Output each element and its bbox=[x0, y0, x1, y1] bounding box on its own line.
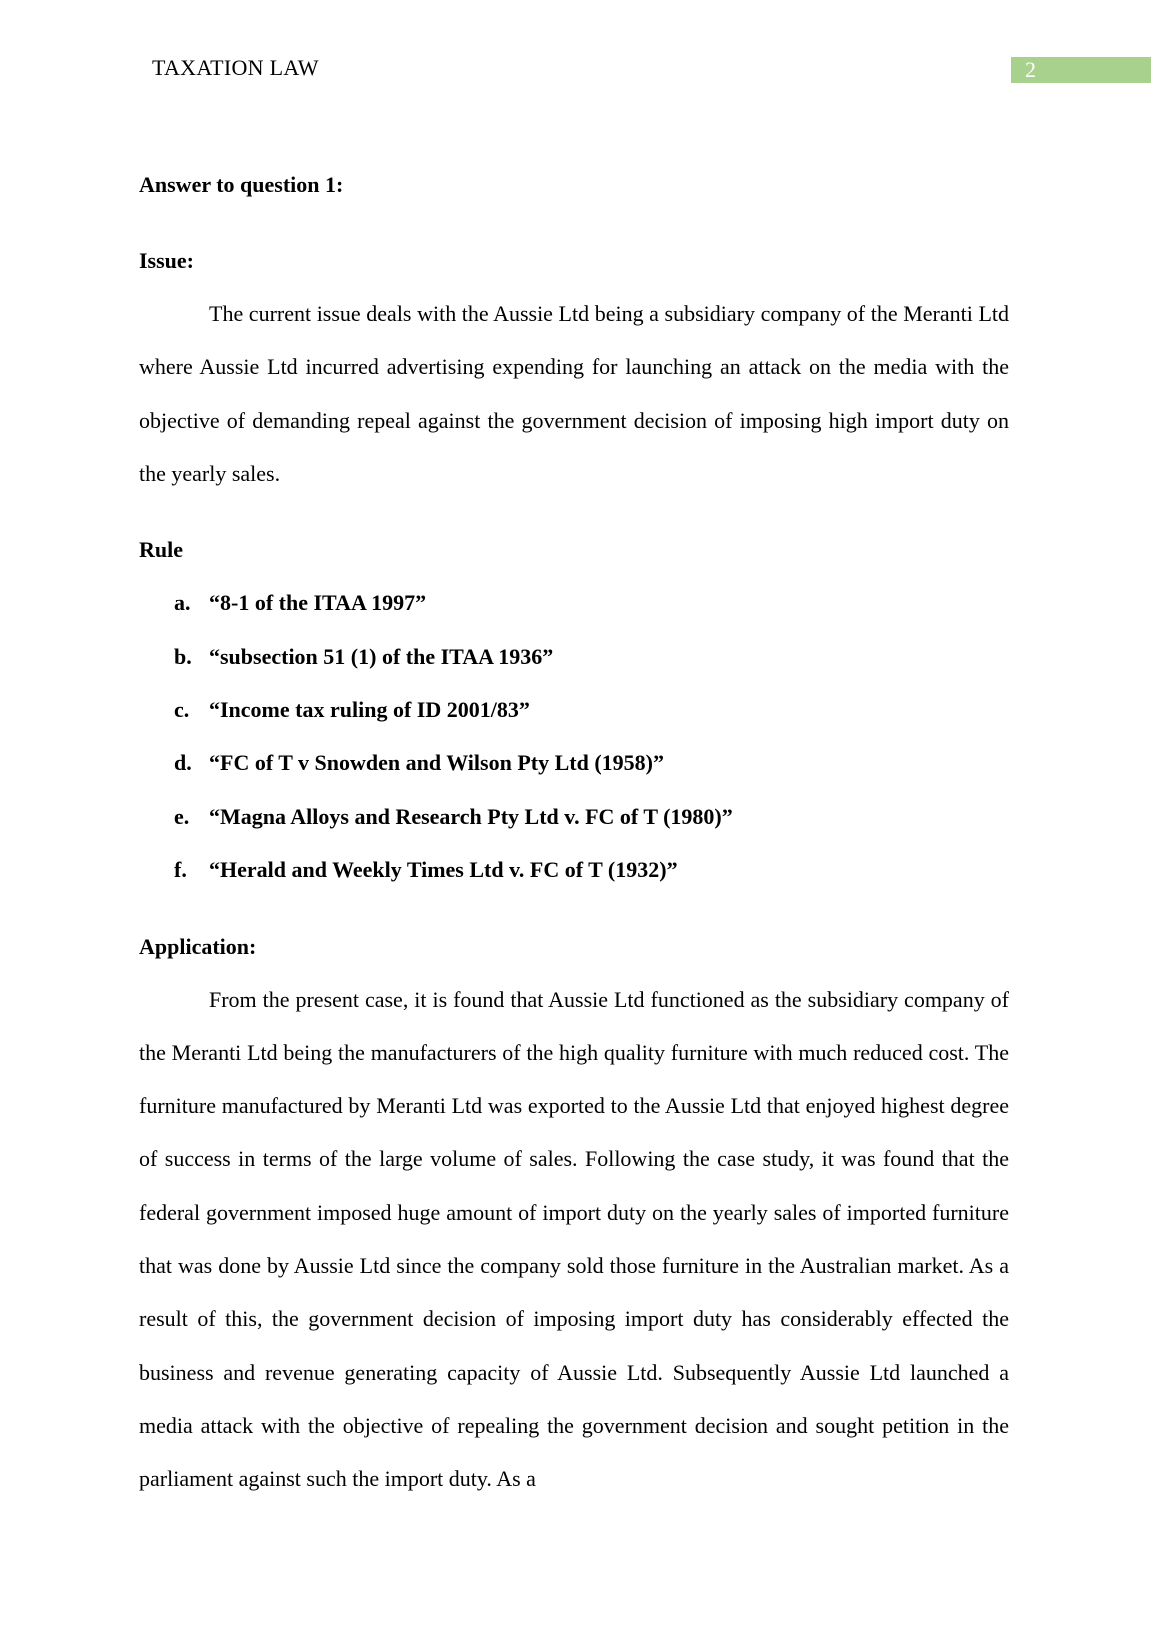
rule-text: “Magna Alloys and Research Pty Ltd v. FC of T (1980)” bbox=[209, 803, 733, 829]
document-body bbox=[139, 158, 1009, 1506]
issue-heading: Issue: bbox=[139, 248, 195, 273]
answer-heading: Answer to question 1: bbox=[139, 172, 344, 197]
application-paragraph: From the present case, it is found that Aussie Ltd functioned as the subsidiary company of the Meranti Ltd being the manufacturers of the high quality furniture with much reduced cost. The furniture manufactured by Meranti Ltd was exported to the Aussie Ltd that enjoyed highest degree of success in terms of the large volume of sales. Following the case study, it was found that the federal government imposed huge amount of import duty on the yearly sales of imported furniture that was done by Aussie Ltd since the company sold those furniture in the Australian market. As a result of this, the government decision of imposing import duty has considerably effected the business and revenue generating capacity of Aussie Ltd. Subsequently Aussie Ltd launched a media attack with the objective of repealing the government decision and sought petition in the parliament against such the import duty. As a bbox=[139, 986, 1009, 1492]
rule-list bbox=[139, 576, 1009, 896]
rule-item bbox=[139, 736, 1009, 789]
rule-marker: d. bbox=[174, 750, 192, 776]
rule-marker: a. bbox=[174, 590, 191, 616]
rule-heading: Rule bbox=[139, 537, 183, 563]
rule-item bbox=[139, 843, 1009, 896]
rule-marker: b. bbox=[174, 643, 192, 669]
rule-marker: f. bbox=[174, 857, 187, 883]
rule-item bbox=[139, 683, 1009, 736]
page-number: 2 bbox=[1025, 57, 1036, 82]
rule-text: “FC of T v Snowden and Wilson Pty Ltd (1958)” bbox=[209, 750, 664, 776]
issue-paragraph: The current issue deals with the Aussie Ltd being a subsidiary company of the Meranti Ltd where Aussie Ltd incurred advertising expending for launching an attack on the media with the objective of demanding repeal against the government decision of imposing high import duty on the yearly sales. bbox=[139, 301, 1009, 486]
rule-text: “Income tax ruling of ID 2001/83” bbox=[209, 696, 530, 722]
rule-text: “subsection 51 (1) of the ITAA 1936” bbox=[209, 643, 554, 669]
rule-item bbox=[139, 790, 1009, 843]
application-heading: Application: bbox=[139, 933, 257, 959]
rule-item bbox=[139, 576, 1009, 629]
rule-marker: c. bbox=[174, 696, 190, 722]
rule-text: “8-1 of the ITAA 1997” bbox=[209, 590, 427, 616]
rule-item bbox=[139, 630, 1009, 683]
rule-text: “Herald and Weekly Times Ltd v. FC of T (1932)” bbox=[209, 857, 678, 883]
page-number-badge bbox=[1011, 57, 1151, 83]
rule-marker: e. bbox=[174, 803, 190, 829]
running-header-title: TAXATION LAW bbox=[152, 55, 319, 80]
